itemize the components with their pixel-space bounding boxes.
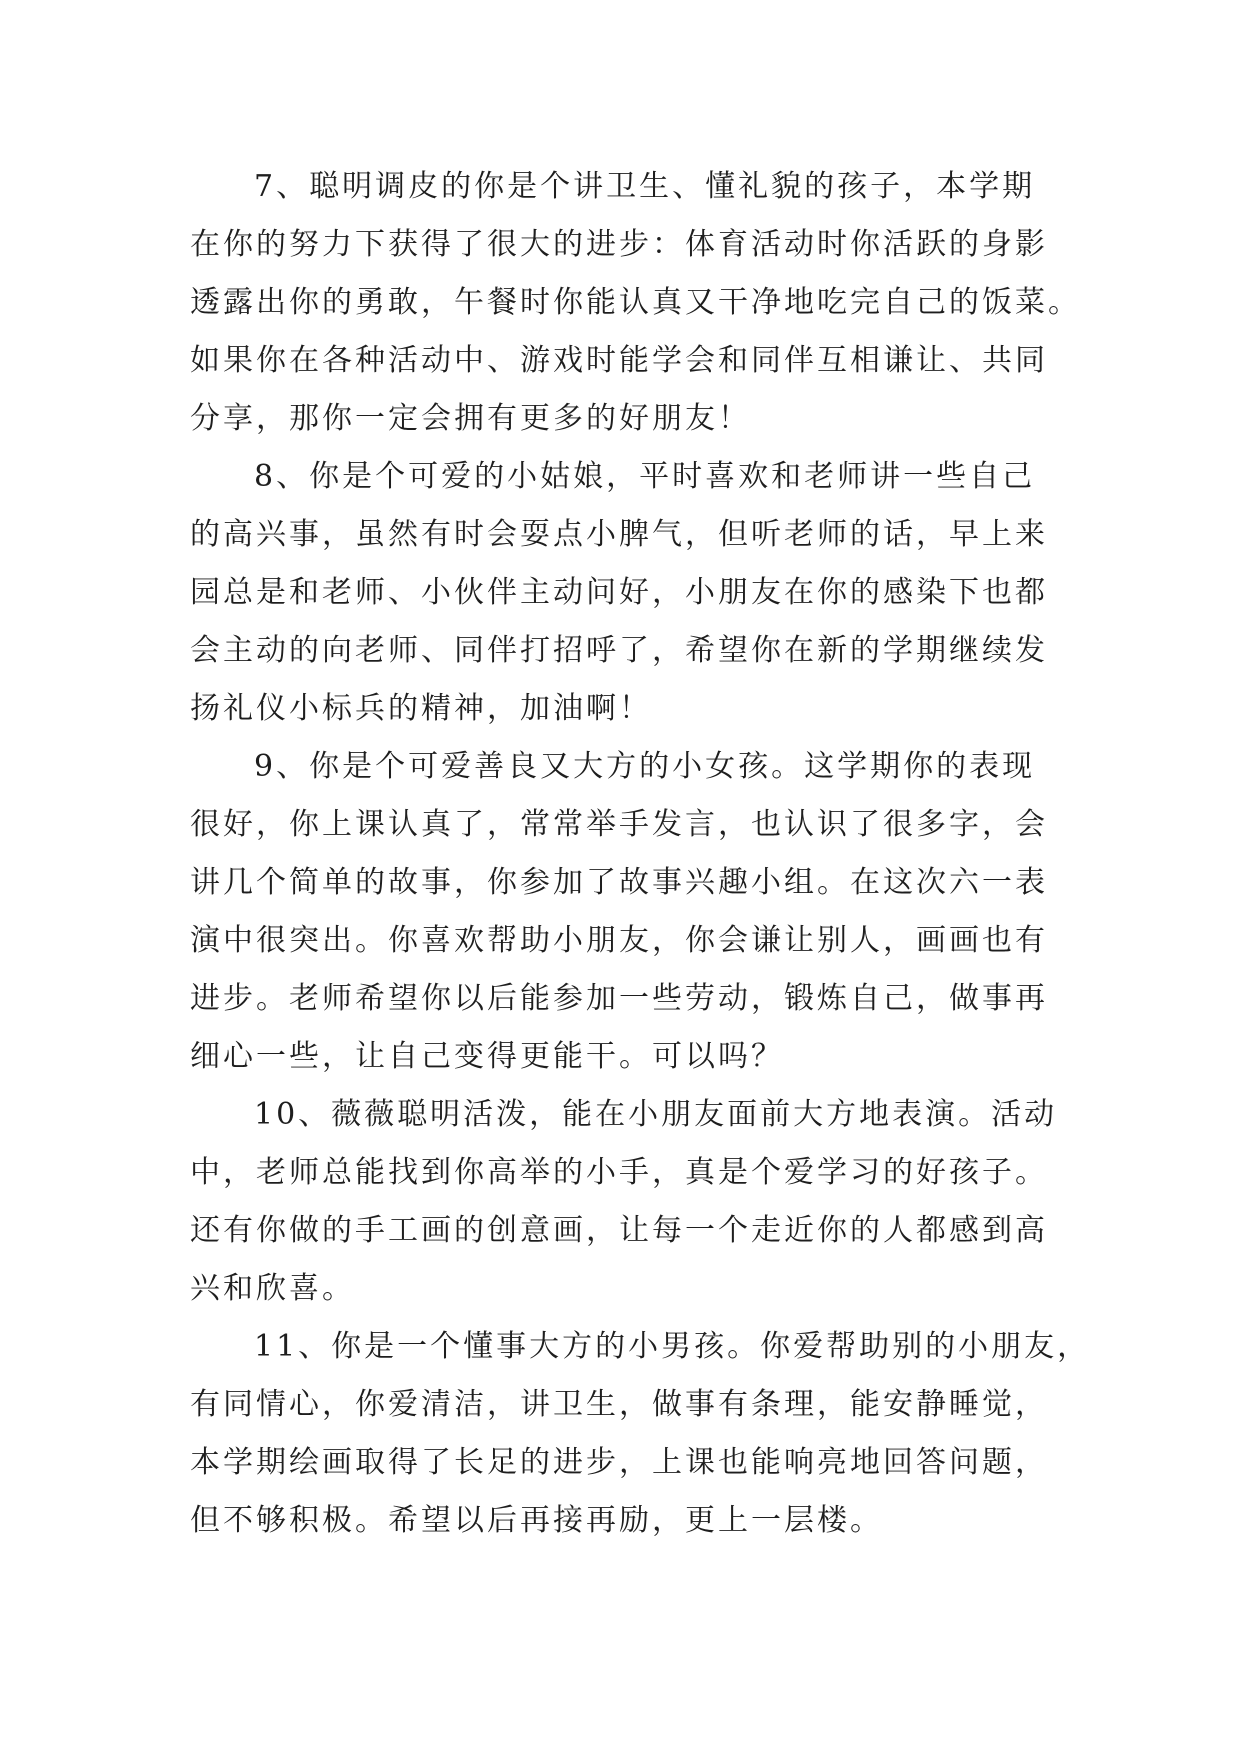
text-line: 如果你在各种活动中、游戏时能学会和同伴互相谦让、共同: [190, 343, 1048, 378]
text-line: 讲几个简单的故事，你参加了故事兴趣小组。在这次六一表: [190, 865, 1048, 900]
text-line: 兴和欣喜。: [190, 1271, 355, 1306]
paragraph-8: [190, 448, 1090, 738]
paragraph-11: [190, 1318, 1090, 1550]
text-line: 进步。老师希望你以后能参加一些劳动，锻炼自己，做事再: [190, 981, 1048, 1016]
text-line: 透露出你的勇敢，午餐时你能认真又干净地吃完自己的饭菜。: [190, 285, 1081, 320]
text-line: 还有你做的手工画的创意画，让每一个走近你的人都感到高: [190, 1213, 1048, 1248]
text-line: 10、薇薇聪明活泼，能在小朋友面前大方地表演。活动: [254, 1097, 1058, 1132]
text-line: 会主动的向老师、同伴打招呼了，希望你在新的学期继续发: [190, 633, 1048, 668]
text-line: 11、你是一个懂事大方的小男孩。你爱帮助别的小朋友，: [254, 1329, 1091, 1364]
text-line: 分享，那你一定会拥有更多的好朋友！: [190, 401, 751, 436]
text-line: 9、你是个可爱善良又大方的小女孩。这学期你的表现: [254, 749, 1036, 784]
text-line: 在你的努力下获得了很大的进步：体育活动时你活跃的身影: [190, 227, 1048, 262]
text-line: 但不够积极。希望以后再接再励，更上一层楼。: [190, 1503, 883, 1538]
text-line: 中，老师总能找到你高举的小手，真是个爱学习的好孩子。: [190, 1155, 1048, 1190]
text-line: 很好，你上课认真了，常常举手发言，也认识了很多字，会: [190, 807, 1048, 842]
text-line: 本学期绘画取得了长足的进步，上课也能响亮地回答问题，: [190, 1445, 1048, 1480]
text-line: 7、聪明调皮的你是个讲卫生、懂礼貌的孩子，本学期: [254, 169, 1036, 204]
paragraph-9: [190, 738, 1090, 1086]
text-line: 的高兴事，虽然有时会耍点小脾气，但听老师的话，早上来: [190, 517, 1048, 552]
text-line: 演中很突出。你喜欢帮助小朋友，你会谦让别人，画画也有: [190, 923, 1048, 958]
text-line: 扬礼仪小标兵的精神，加油啊！: [190, 691, 652, 726]
text-line: 园总是和老师、小伙伴主动问好，小朋友在你的感染下也都: [190, 575, 1048, 610]
text-line: 8、你是个可爱的小姑娘，平时喜欢和老师讲一些自己: [254, 459, 1036, 494]
document-body: [190, 158, 1090, 1550]
paragraph-10: [190, 1086, 1090, 1318]
text-line: 细心一些，让自己变得更能干。可以吗？: [190, 1039, 784, 1074]
text-line: 有同情心，你爱清洁，讲卫生，做事有条理，能安静睡觉，: [190, 1387, 1048, 1422]
paragraph-7: [190, 158, 1090, 448]
